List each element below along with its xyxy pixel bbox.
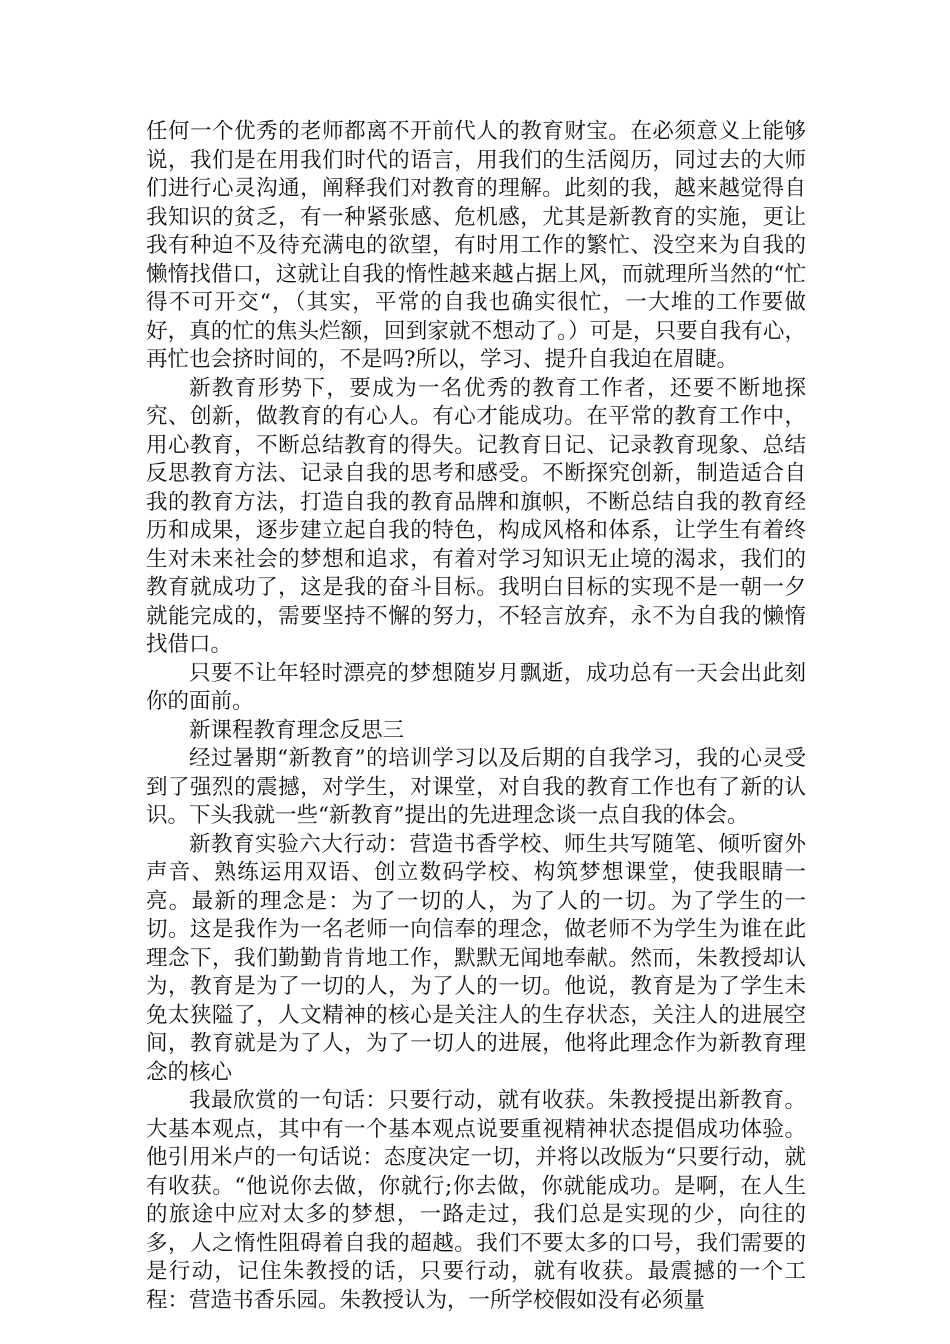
section-heading: 新课程教育理念反思三	[189, 717, 405, 743]
paragraph-4: 经过暑期“新教育”的培训学习以及后期的自我学习，我的心灵受到了强烈的震撼，对学生，对课堂，对自我的教育工作也有了新的认识。下头我就一些“新教育”提出的先进理念谈一点自我的体会。	[146, 746, 806, 828]
document-body	[146, 118, 806, 1315]
paragraph-5: 新教育实验六大行动：营造书香学校、师生共写随笔、倾听窗外声音、熟练运用双语、创立数码学校、构筑梦想课堂，使我眼睛一亮。最新的理念是：为了一切的人，为了人的一切。为了学生的一切。这是我作为一名老师一向信奉的理念，做老师不为学生为谁在此理念下，我们勤勤肯肯地工作，默默无闻地奉献。然而，朱教授却认为，教育是为了一切的人，为了人的一切。他说，教育是为了学生未免太狭隘了，人文精神的核心是关注人的生存状态，关注人的进展空间，教育就是为了人，为了一切人的进展，他将此理念作为新教育理念的核心	[146, 831, 806, 1085]
paragraph-1: 任何一个优秀的老师都离不开前代人的教育财宝。在必须意义上能够说，我们是在用我们时代的语言，用我们的生活阅历，同过去的大师们进行心灵沟通，阐释我们对教育的理解。此刻的我，越来越觉得自我知识的贫乏，有一种紧张感、危机感，尤其是新教育的实施，更让我有种迫不及待充满电的欲望，有时用工作的繁忙、没空来为自我的懒惰找借口，这就让自我的惰性越来越占据上风，而就理所当然的“忙得不可开交“，（其实，平常的自我也确实很忙，一大堆的工作要做好，真的忙的焦头烂额，回到家就不想动了。）可是，只要自我有心，再忙也会挤时间的，不是吗?所以，学习、提升自我迫在眉睫。	[146, 119, 806, 372]
paragraph-3: 只要不让年轻时漂亮的梦想随岁月飘逝，成功总有一天会出此刻你的面前。	[146, 660, 806, 714]
paragraph-2: 新教育形势下，要成为一名优秀的教育工作者，还要不断地探究、创新，做教育的有心人。有心才能成功。在平常的教育工作中，用心教育，不断总结教育的得失。记教育日记、记录教育现象、总结反思教育方法、记录自我的思考和感受。不断探究创新，制造适合自我的教育方法，打造自我的教育品牌和旗帜，不断总结自我的教育经历和成果，逐步建立起自我的特色，构成风格和体系，让学生有着终生对未来社会的梦想和追求，有着对学习知识无止境的渴求，我们的教育就成功了，这是我的奋斗目标。我明白目标的实现不是一朝一夕就能完成的，需要坚持不懈的努力，不轻言放弃，永不为自我的懒惰找借口。	[146, 375, 806, 657]
paragraph-6: 我最欣赏的一句话：只要行动，就有收获。朱教授提出新教育。大基本观点，其中有一个基本观点说要重视精神状态提倡成功体验。他引用米卢的一句话说：态度决定一切，并将以改版为“只要行动，就有收获。“他说你去做，你就行;你去做，你就能成功。是啊，在人生的旅途中应对太多的梦想，一路走过，我们总是实现的少，向往的多，人之惰性阻碍着自我的超越。我们不要太多的口号，我们需要的是行动，记住朱教授的话，只要行动，就有收获。最震撼的一个工程：营造书香乐园。朱教授认为，一所学校假如没有必须量	[146, 1088, 806, 1313]
